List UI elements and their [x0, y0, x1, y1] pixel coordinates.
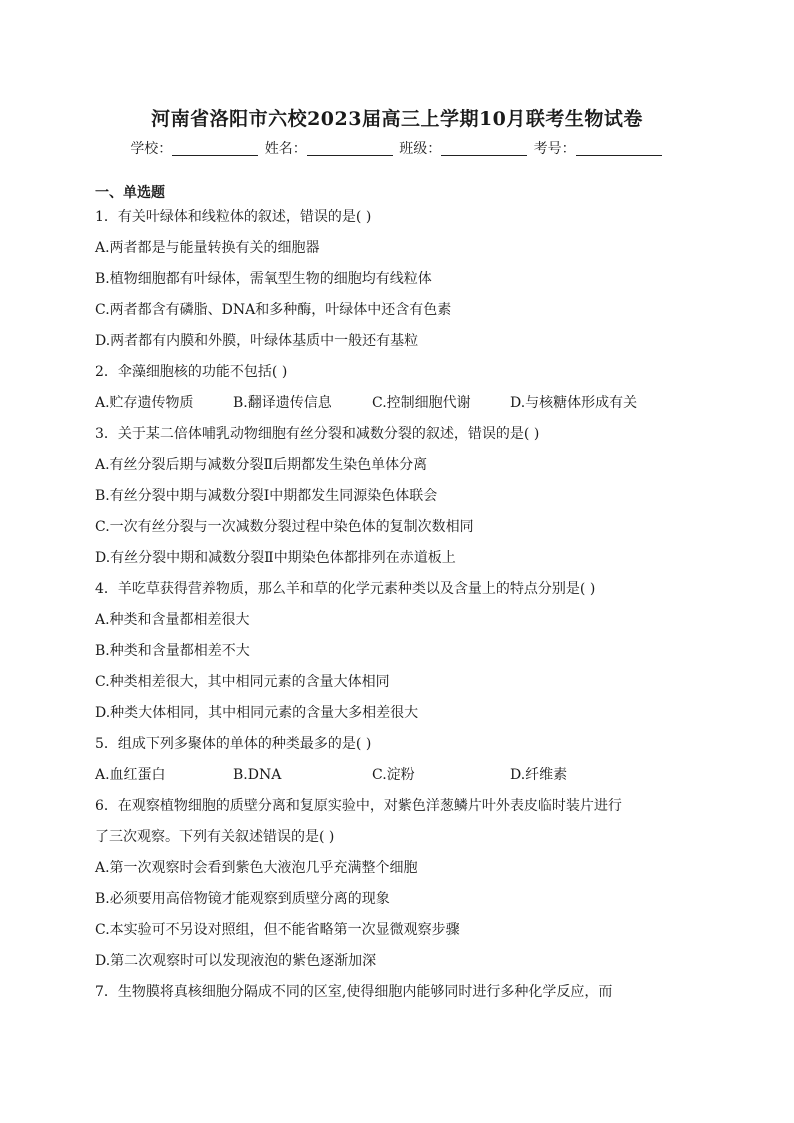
option: A.第一次观察时会看到紫色大液泡几乎充满整个细胞: [95, 860, 418, 876]
option-row: [95, 388, 705, 419]
option: C.两者都含有磷脂、DNA和多种酶，叶绿体中还含有色素: [95, 302, 452, 318]
option: D.有丝分裂中期和减数分裂Ⅱ中期染色体都排列在赤道板上: [95, 550, 456, 566]
option: A.种类和含量都相差很大: [95, 612, 250, 628]
question-stem: 1．有关叶绿体和线粒体的叙述，错误的是( ): [95, 209, 372, 225]
school-blank[interactable]: [172, 141, 258, 156]
option: B.DNA: [233, 767, 282, 783]
name-field: 姓名：: [265, 138, 395, 158]
exam-title: 河南省洛阳市六校2023届高三上学期10月联考生物试卷: [151, 108, 643, 130]
exam-number-field: 考号：: [534, 138, 664, 158]
option: A.贮存遗传物质: [95, 395, 194, 411]
option: A.两者都是与能量转换有关的细胞器: [95, 240, 320, 256]
question-stem-continued: 了三次观察。下列有关叙述错误的是( ): [95, 829, 335, 845]
option: C.一次有丝分裂与一次减数分裂过程中染色体的复制次数相同: [95, 519, 474, 535]
class-field: 班级：: [399, 138, 529, 158]
question-stem: 2．伞藻细胞核的功能不包括( ): [95, 364, 288, 380]
question-stem: 3．关于某二倍体哺乳动物细胞有丝分裂和减数分裂的叙述，错误的是( ): [95, 426, 540, 442]
section-heading: 一、单选题: [95, 185, 165, 201]
option: C.本实验可不另设对照组，但不能省略第一次显微观察步骤: [95, 922, 460, 938]
option: D.种类大体相同，其中相同元素的含量大多相差很大: [95, 705, 419, 721]
school-field: 学校：: [130, 138, 260, 158]
option: B.植物细胞都有叶绿体，需氧型生物的细胞均有线粒体: [95, 271, 432, 287]
question-list: [95, 202, 705, 1008]
option: C.淀粉: [372, 767, 415, 783]
option-row: [95, 760, 705, 791]
option: C.控制细胞代谢: [372, 395, 471, 411]
class-blank[interactable]: [441, 141, 527, 156]
student-info-row: [0, 138, 794, 158]
option: D.纤维素: [510, 767, 568, 783]
option: C.种类相差很大，其中相同元素的含量大体相同: [95, 674, 390, 690]
option: B.翻译遗传信息: [233, 395, 332, 411]
name-blank[interactable]: [307, 141, 393, 156]
option: B.必须要用高倍物镜才能观察到质壁分离的现象: [95, 891, 390, 907]
option: D.与核糖体形成有关: [510, 395, 638, 411]
option: D.第二次观察时可以发现液泡的紫色逐渐加深: [95, 953, 377, 969]
exam-number-blank[interactable]: [576, 141, 662, 156]
question-stem: 4．羊吃草获得营养物质，那么羊和草的化学元素种类以及含量上的特点分别是( ): [95, 581, 596, 597]
option: B.有丝分裂中期与减数分裂Ⅰ中期都发生同源染色体联会: [95, 488, 438, 504]
question-stem: 6．在观察植物细胞的质壁分离和复原实验中，对紫色洋葱鳞片叶外表皮临时装片进行: [95, 798, 622, 814]
option: A.有丝分裂后期与减数分裂Ⅱ后期都发生染色单体分离: [95, 457, 428, 473]
option: D.两者都有内膜和外膜，叶绿体基质中一般还有基粒: [95, 333, 419, 349]
option: B.种类和含量都相差不大: [95, 643, 250, 659]
option: A.血红蛋白: [95, 767, 166, 783]
question-stem: 5．组成下列多聚体的单体的种类最多的是( ): [95, 736, 372, 752]
question-stem: 7．生物膜将真核细胞分隔成不同的区室,使得细胞内能够同时进行多种化学反应，而: [95, 984, 613, 1000]
